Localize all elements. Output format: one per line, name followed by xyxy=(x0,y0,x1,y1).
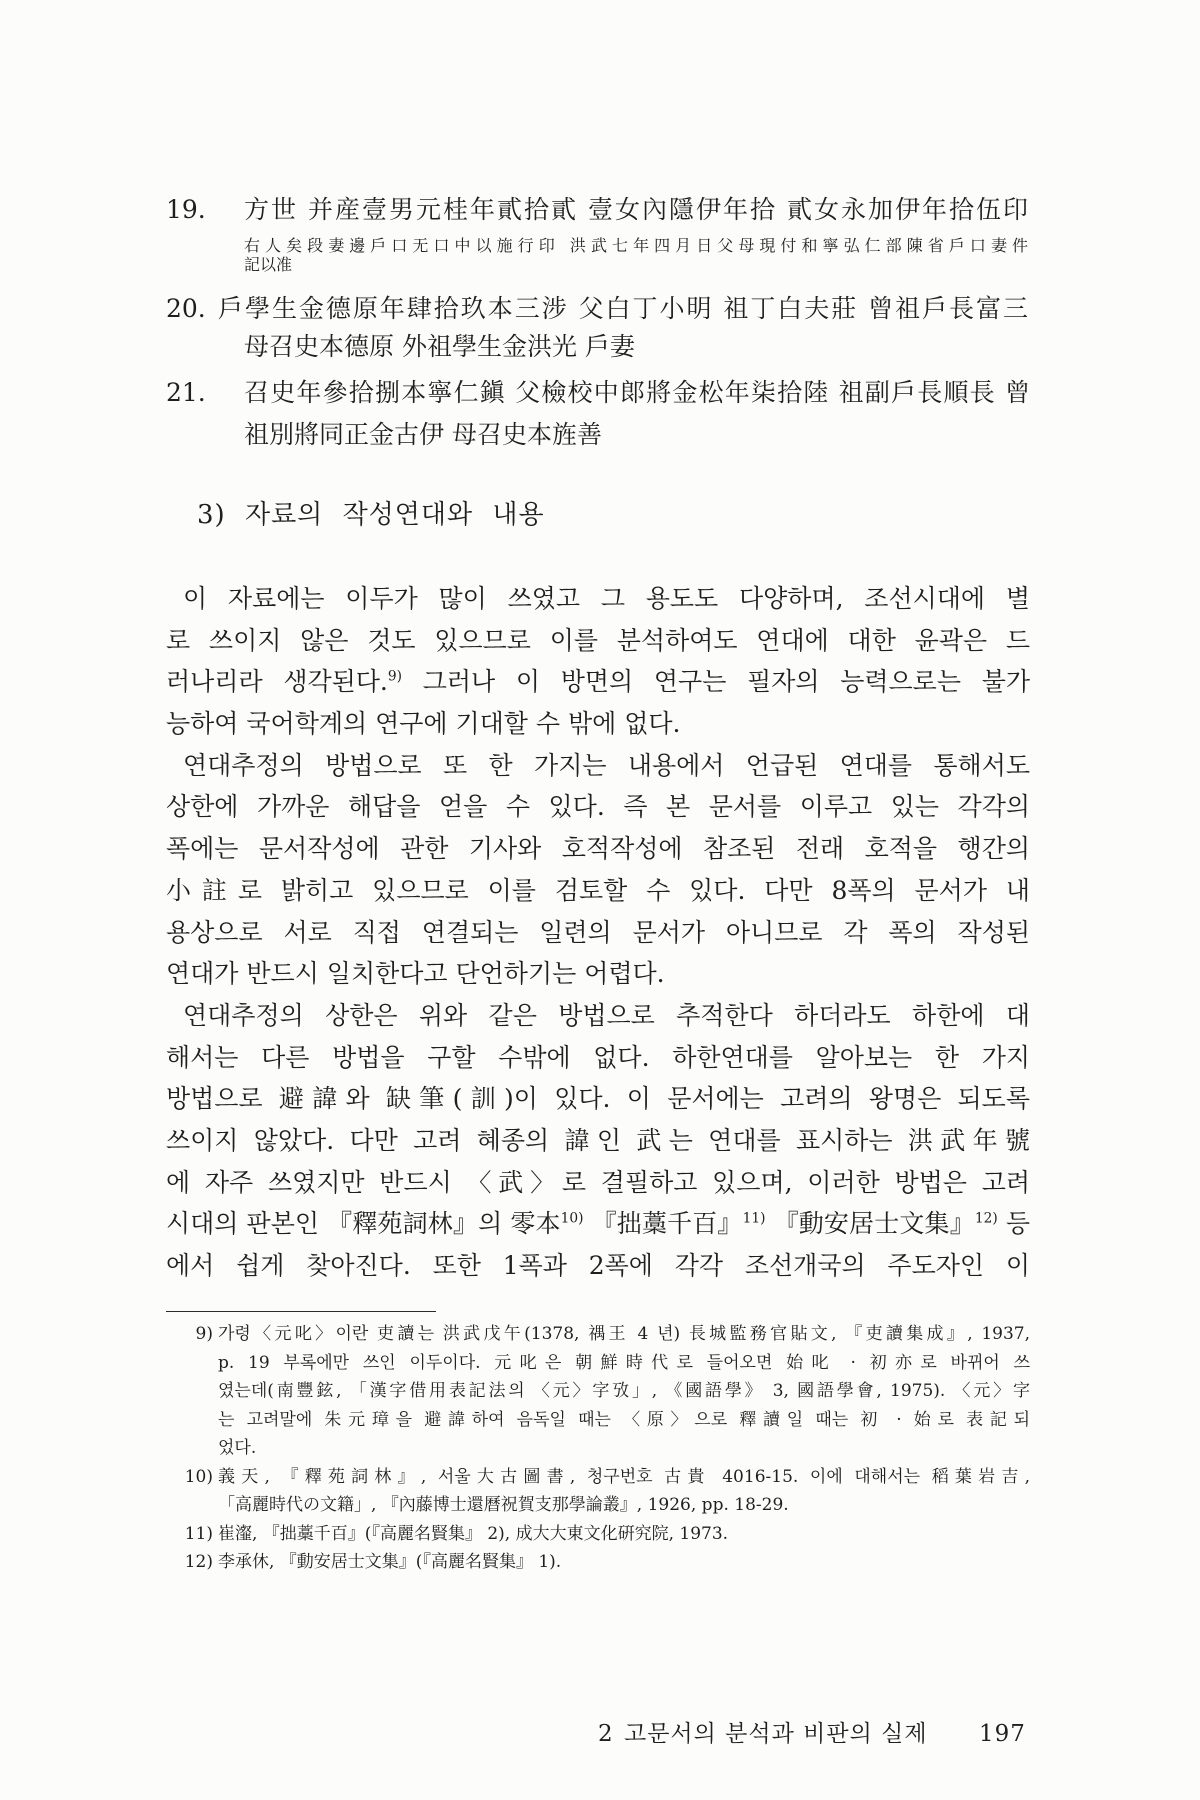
footnote-line: 가령〈元叱〉이란 吏讀는 洪武戊午(1378, 禑王 4 년) 長城監務官貼文, 『吏讀集成』, 1937, xyxy=(218,1324,1030,1344)
record-line: 祖別將同正金古伊 母召史本旌善 xyxy=(244,420,602,449)
text-run: 『動安居士文集』 xyxy=(765,1209,975,1239)
footnote-line: 는 고려말에 朱元璋을 避諱하여 음독일 때는 〈原〉으로 釋讀일 때는 初 · 始로 表記되 xyxy=(218,1409,1030,1430)
footnote-reference: 11) xyxy=(742,1211,766,1228)
page-number: 197 xyxy=(979,1721,1026,1747)
body-line: 쓰이지 않았다. 다만 고려 혜종의 諱인 武는 연대를 표시하는 洪武年號 xyxy=(166,1125,1030,1155)
footnote-number: 12) xyxy=(184,1552,213,1572)
footnote-line: p. 19 부록에만 쓰인 이두이다. 元叱은 朝鮮時代로 들어오면 始叱 · 初亦로 바뀌어 쓰 xyxy=(218,1352,1030,1373)
footnote-divider xyxy=(166,1311,436,1312)
body-line: 연대추정의 상한은 위와 같은 방법으로 추적한다 하더라도 하한에 대 xyxy=(183,1000,1030,1030)
body-line: 방법으로 避諱와 缺筆(訓)이 있다. 이 문서에는 고려의 왕명은 되도록 xyxy=(166,1084,1030,1114)
footnote-reference: 10) xyxy=(560,1211,584,1228)
body-line: 로 쓰이지 않은 것도 있으므로 이를 분석하여도 연대에 대한 윤곽은 드 xyxy=(166,625,1030,655)
footnote-number: 10) xyxy=(184,1466,213,1487)
text-run: 러나리라 생각된다. xyxy=(166,667,388,697)
record-line: 召史年參拾捌本寧仁鎭 父檢校中郞將金松年柒拾陸 祖副戶長順長 曾 xyxy=(244,378,1030,407)
record-number: 19. xyxy=(166,195,206,224)
footnote-line: 李承休, 『動安居士文集』(『高麗名賢集』 1). xyxy=(218,1552,562,1572)
body-line: 小註로 밝히고 있으므로 이를 검토할 수 있다. 다만 8폭의 문서가 내 xyxy=(166,875,1030,905)
body-line: 에서 쉽게 찾아진다. 또한 1폭과 2폭에 각각 조선개국의 주도자인 이 xyxy=(166,1251,1030,1281)
chapter-title: 고문서의 분석과 비판의 실제 xyxy=(624,1721,928,1747)
section-heading: 3) 자료의 작성연대와 내용 xyxy=(197,499,545,530)
body-line: 해서는 다른 방법을 구할 수밖에 없다. 하한연대를 알아보는 한 가지 xyxy=(166,1042,1030,1072)
footnote-line: 었다. xyxy=(218,1438,257,1458)
footnote-line: 였는데(南豐鉉, 「漢字借用表記法의 〈元〉字攷」, 《國語學》 3, 國語學會, 1975). 〈元〉字 xyxy=(218,1381,1030,1401)
chapter-number: 2 xyxy=(598,1721,614,1747)
body-line: 상한에 가까운 해답을 얻을 수 있다. 즉 본 문서를 이루고 있는 각각의 xyxy=(166,792,1030,822)
record-line: 母召史本德原 外祖學生金洪光 戶妻 xyxy=(244,332,635,361)
record-line: 戶學生金德原年肆拾玖本三涉 父白丁小明 祖丁白夫莊 曾祖戶長富三 xyxy=(218,294,1028,323)
record-number: 20. xyxy=(166,294,206,323)
footnote-line: 崔瀣, 『拙藁千百』(『高麗名賢集』 2), 成大大東文化硏究院, 1973. xyxy=(218,1523,729,1544)
body-line: 이 자료에는 이두가 많이 쓰였고 그 용도도 다양하며, 조선시대에 별 xyxy=(183,584,1030,613)
body-line: 연대추정의 방법으로 또 한 가지는 내용에서 언급된 연대를 통해서도 xyxy=(183,750,1030,780)
text-run: 시대의 판본인 『釋苑詞林』의 零本 xyxy=(166,1209,561,1239)
record-note-line: 右人矣段妻邊戶口无口中以施行印 洪武七年四月日父母現付和寧弘仁部陳省戶口妻件 xyxy=(244,235,1028,255)
footnote-line: 「高麗時代の文籍」, 『內藤博士還曆祝賀支那學論叢』, 1926, pp. 18-29. xyxy=(218,1495,789,1515)
record-note-line: 記以准 xyxy=(244,254,293,274)
body-line: 연대가 반드시 일치한다고 단언하기는 어렵다. xyxy=(166,959,665,989)
footnote-reference: 12) xyxy=(974,1211,998,1228)
body-line xyxy=(166,667,1030,697)
record-line: 方世 并産壹男元桂年貳拾貳 壹女內隱伊年拾 貳女永加伊年拾伍印 xyxy=(244,195,1028,224)
footnote-number: 9) xyxy=(195,1324,213,1344)
footnote-reference: 9) xyxy=(387,669,402,686)
footnote-number: 11) xyxy=(184,1523,213,1544)
body-line xyxy=(166,1209,1030,1239)
body-line: 용상으로 서로 직접 연결되는 일련의 문서가 아니므로 각 폭의 작성된 xyxy=(166,917,1030,947)
record-number: 21. xyxy=(166,378,206,407)
body-line: 능하여 국어학계의 연구에 기대할 수 밖에 없다. xyxy=(166,709,681,739)
footnote-line: 義天, 『釋苑詞林』, 서울大古圖書, 청구번호 古貴 4016-15. 이에 대해서는 稻葉岩吉, xyxy=(218,1466,1030,1487)
body-line: 에 자주 쓰였지만 반드시 〈武〉로 결필하고 있으며, 이러한 방법은 고려 xyxy=(166,1167,1030,1197)
text-run: 등 xyxy=(997,1209,1030,1239)
text-run: 그러나 이 방면의 연구는 필자의 능력으로는 불가 xyxy=(402,667,1030,697)
body-line: 폭에는 문서작성에 관한 기사와 호적작성에 참조된 전래 호적을 행간의 xyxy=(166,834,1030,864)
text-run: 『拙藁千百』 xyxy=(583,1209,743,1239)
